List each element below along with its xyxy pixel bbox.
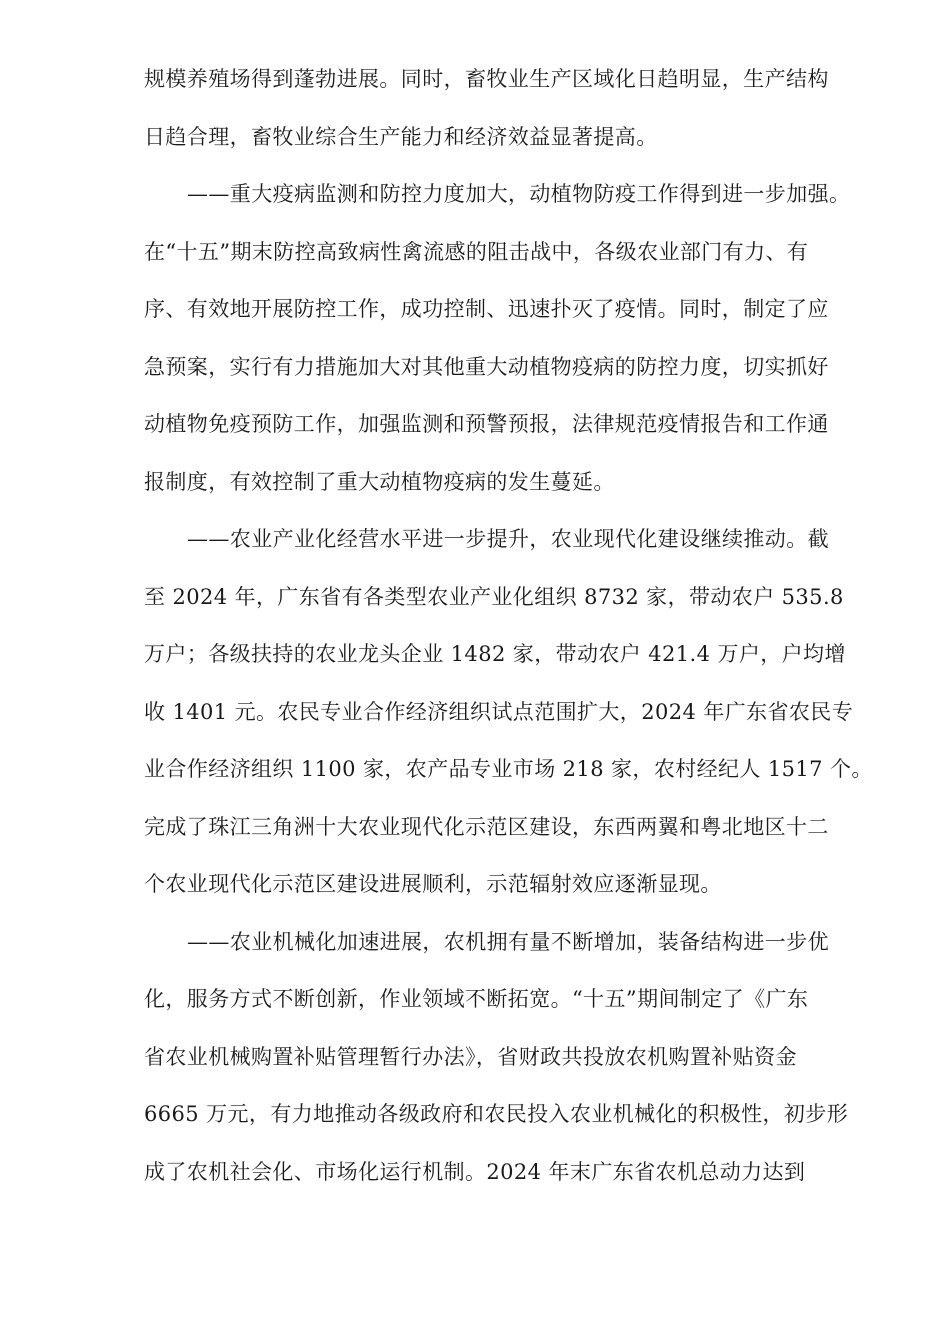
text-line: 收 1401 元。农民专业合作经济组织试点范围扩大，2024 年广东省农民专 xyxy=(144,700,854,724)
text-line: 在“十五”期末防控高致病性禽流感的阻击战中，各级农业部门有力、有 xyxy=(144,240,809,264)
text-line: 至 2024 年，广东省有各类型农业产业化组织 8732 家，带动农户 535.8 xyxy=(144,585,844,609)
text-line: 万户；各级扶持的农业龙头企业 1482 家，带动农户 421.4 万户，户均增 xyxy=(144,642,846,666)
text-line: 成了农机社会化、市场化运行机制。2024 年末广东省农机总动力达到 xyxy=(144,1160,806,1184)
text-line: 规模养殖场得到蓬勃进展。同时，畜牧业生产区域化日趋明显，生产结构 xyxy=(144,67,829,91)
text-line: 急预案，实行有力措施加大对其他重大动植物疫病的防控力度，切实抓好 xyxy=(144,355,829,379)
paragraph-start-line: ——重大疫病监测和防控力度加大，动植物防疫工作得到进一步加强。 xyxy=(187,182,851,206)
text-line: 业合作经济组织 1100 家，农产品专业市场 218 家，农村经纪人 1517 个。 xyxy=(144,757,873,781)
text-line: 报制度，有效控制了重大动植物疫病的发生蔓延。 xyxy=(144,470,615,494)
text-line: 完成了珠江三角洲十大农业现代化示范区建设，东西两翼和粤北地区十二 xyxy=(144,815,829,839)
text-line: 省农业机械购置补贴管理暂行办法》，省财政共投放农机购置补贴资金 xyxy=(144,1045,797,1069)
text-line: 动植物免疫预防工作，加强监测和预警预报，法律规范疫情报告和工作通 xyxy=(144,412,829,436)
text-line: 6665 万元，有力地推动各级政府和农民投入农业机械化的积极性，初步形 xyxy=(144,1102,849,1126)
paragraph-start-line: ——农业产业化经营水平进一步提升，农业现代化建设继续推动。截 xyxy=(187,527,829,551)
paragraph-start-line: ——农业机械化加速进展，农机拥有量不断增加，装备结构进一步优 xyxy=(187,930,829,954)
text-line: 化，服务方式不断创新，作业领域不断拓宽。“十五”期间制定了《广东 xyxy=(144,987,809,1011)
text-line: 日趋合理，畜牧业综合生产能力和经济效益显著提高。 xyxy=(144,125,658,149)
text-line: 序、有效地开展防控工作，成功控制、迅速扑灭了疫情。同时，制定了应 xyxy=(144,297,829,321)
text-line: 个农业现代化示范区建设进展顺利，示范辐射效应逐渐显现。 xyxy=(144,872,722,896)
